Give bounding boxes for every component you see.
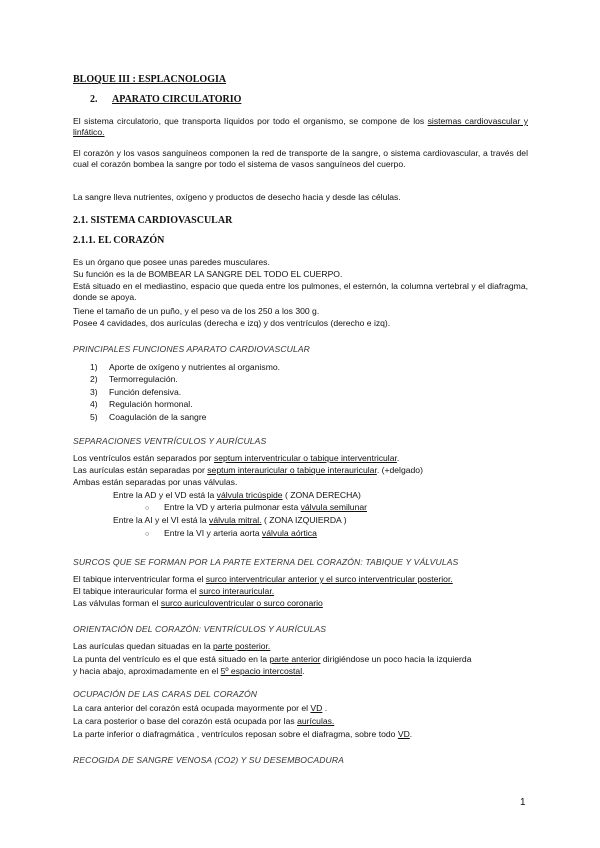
separaciones-line-7: ○ Entre la VI y arteria aorta válvula aórtica <box>145 528 317 538</box>
orientacion-line-1: Las aurículas quedan situadas en la parte posterior. <box>73 641 271 651</box>
intro-paragraph-2: El corazón y los vasos sanguíneos componen la red de transporte de la sangre, o sistema cardiovascular, a través del cual el corazón bombea la sangre por todo el sistema de vasos sanguíneos del cuerpo. <box>73 148 528 169</box>
separaciones-heading: SEPARACIONES VENTRÍCULOS Y AURÍCULAS <box>73 436 267 446</box>
separaciones-line-1: Los ventrículos están separados por septum interventricular o tabique interventricular. <box>73 453 400 463</box>
ocupacion-heading: OCUPACIÓN DE LAS CARAS DEL CORAZÓN <box>73 689 258 699</box>
separaciones-line-5: ○ Entre la VD y arteria pulmonar esta válvula semilunar <box>145 502 368 512</box>
surcos-heading: SURCOS QUE SE FORMAN POR LA PARTE EXTERNA DEL CORAZÓN: TABIQUE Y VÁLVULAS <box>73 557 459 567</box>
recogida-heading: RECOGIDA DE SANGRE VENOSA (CO2) Y SU DESEMBOCADURA <box>73 755 344 765</box>
surcos-line-1: El tabique interventricular forma el surco interventricular anterior y el surco interventricular posterior. <box>73 574 453 584</box>
list-item: 5) Coagulación de la sangre <box>90 411 207 422</box>
corazon-line-2: Su función es la de BOMBEAR LA SANGRE DEL TODO EL CUERPO. <box>73 269 343 279</box>
list-item: 3) Función defensiva. <box>90 386 182 397</box>
corazon-line-3: Está situado en el mediastino, espacio que queda entre los pulmones, el esternón, la columna vertebral y el diafragma, donde se apoya. <box>73 281 528 302</box>
intro-paragraph-1 <box>73 116 528 138</box>
corazon-line-5: Posee 4 cavidades, dos aurículas (derecha e izq) y dos ventrículos (derecho e izq). <box>73 318 391 328</box>
corazon-line-4: Tiene el tamaño de un puño, y el peso va de los 250 a los 300 g. <box>73 306 320 316</box>
orientacion-line-3: y hacia abajo, aproximadamente en el 5º espacio intercostal. <box>73 666 305 676</box>
ocupacion-line-3: La parte inferior o diafragmática , ventrículos reposan sobre el diafragma, sobre todo VD. <box>73 729 413 739</box>
list-item: 4) Regulación hormonal. <box>90 399 193 410</box>
corazon-line-1: Es un órgano que posee unas paredes musculares. <box>73 257 270 267</box>
funciones-list <box>90 361 280 423</box>
orientacion-line-2: La punta del ventrículo es el que está situado en la parte anterior dirigiéndose un poco hacia la izquierda <box>73 654 472 664</box>
page-number: 1 <box>520 797 526 808</box>
block-title: BLOQUE III : ESPLACNOLOGIA <box>73 74 227 85</box>
intro-underlined: sistemas cardiovascular y linfático. <box>73 116 528 137</box>
list-item: 1) Aporte de oxígeno y nutrientes al organismo. <box>90 362 281 372</box>
surcos-line-2: El tabique interauricular forma el surco interauricular. <box>73 586 275 596</box>
bullet-icon: ○ <box>145 531 150 538</box>
bullet-icon: ○ <box>145 505 150 512</box>
separaciones-line-2: Las aurículas están separadas por septum interauricular o tabique interauricular. (+delgado) <box>73 465 423 475</box>
ocupacion-line-1: La cara anterior del corazón está ocupada mayormente por el VD . <box>73 703 328 713</box>
ocupacion-line-2: La cara posterior o base del corazón está ocupada por las aurículas. <box>73 716 335 726</box>
orientacion-heading: ORIENTACIÓN DEL CORAZÓN: VENTRÍCULOS Y AURÍCULAS <box>73 624 327 634</box>
section-heading-2-1: 2.1. SISTEMA CARDIOVASCULAR <box>73 215 233 226</box>
separaciones-line-4: Entre la AD y el VD está la válvula tricúspide ( ZONA DERECHA) <box>113 490 361 500</box>
intro-text: El sistema circulatorio, que transporta líquidos por todo el organismo, se compone de los <box>73 116 428 126</box>
list-item: 2) Termorregulación. <box>90 374 178 385</box>
intro-paragraph-3: La sangre lleva nutrientes, oxígeno y productos de desecho hacia y desde las células. <box>73 192 401 202</box>
section-number: 2. <box>90 94 98 105</box>
section-heading-2 <box>90 94 241 105</box>
surcos-line-3: Las válvulas forman el surco auriculoventricular o surco coronario <box>73 598 323 608</box>
section-title: APARATO CIRCULATORIO <box>112 94 242 105</box>
separaciones-line-6: Entre la AI y el VI está la válvula mitral. ( ZONA IZQUIERDA ) <box>113 515 347 525</box>
separaciones-line-3: Ambas están separadas por unas válvulas. <box>73 477 238 487</box>
funciones-heading: PRINCIPALES FUNCIONES APARATO CARDIOVASCULAR <box>73 344 310 354</box>
section-heading-2-1-1: 2.1.1. EL CORAZÓN <box>73 235 165 246</box>
